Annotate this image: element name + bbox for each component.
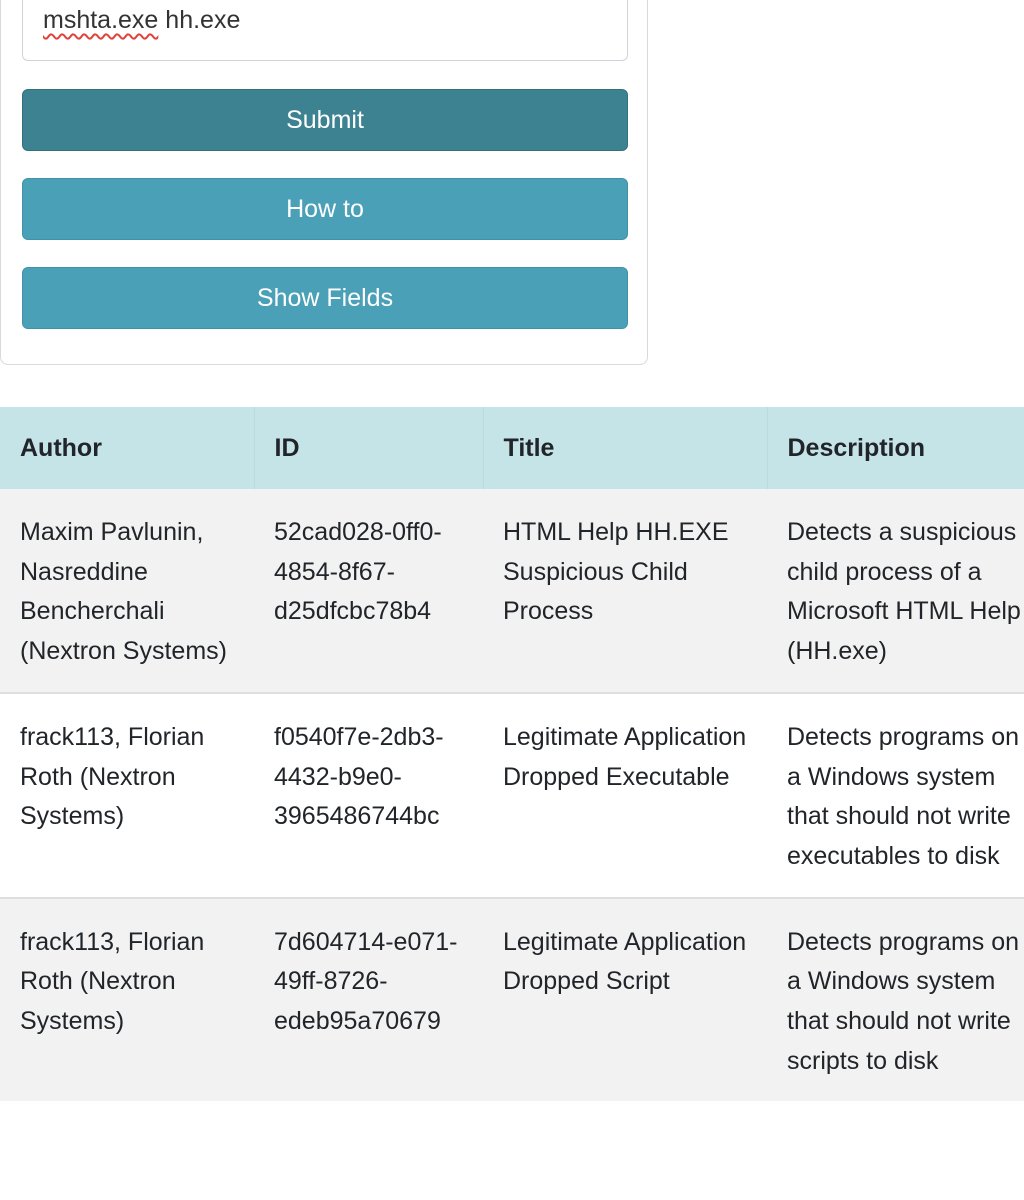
how-to-button[interactable]: How to	[22, 178, 628, 240]
results-table-container	[0, 407, 1024, 1101]
search-query-misspelled-word: mshta.exe	[43, 6, 159, 34]
table-row	[0, 693, 1024, 898]
cell-id: 52cad028-0ff0-4854-8f67-d25dfcbc78b4	[254, 489, 483, 693]
cell-id: f0540f7e-2db3-4432-b9e0-3965486744bc	[254, 693, 483, 898]
cell-description: Detects a suspicious child process of a Microsoft HTML Help (HH.exe)	[767, 489, 1024, 693]
column-header-author: Author	[0, 407, 254, 489]
cell-title: HTML Help HH.EXE Suspicious Child Process	[483, 489, 767, 693]
table-row	[0, 489, 1024, 693]
cell-title: Legitimate Application Dropped Executable	[483, 693, 767, 898]
show-fields-button[interactable]: Show Fields	[22, 267, 628, 329]
column-header-id: ID	[254, 407, 483, 489]
table-row	[0, 898, 1024, 1102]
cell-author: frack113, Florian Roth (Nextron Systems)	[0, 693, 254, 898]
submit-button[interactable]: Submit	[22, 89, 628, 151]
cell-description: Detects programs on a Windows system that should not write scripts to disk	[767, 898, 1024, 1102]
search-card	[0, 0, 648, 365]
cell-description: Detects programs on a Windows system that should not write executables to disk	[767, 693, 1024, 898]
cell-id: 7d604714-e071-49ff-8726-edeb95a70679	[254, 898, 483, 1102]
cell-title: Legitimate Application Dropped Script	[483, 898, 767, 1102]
search-query-text: hh.exe	[158, 6, 241, 34]
column-header-title: Title	[483, 407, 767, 489]
table-body	[0, 489, 1024, 1101]
table-header	[0, 407, 1024, 489]
cell-author: Maxim Pavlunin, Nasreddine Bencherchali (Nextron Systems)	[0, 489, 254, 693]
column-header-description: Description	[767, 407, 1024, 489]
results-table	[0, 407, 1024, 1101]
search-input[interactable]	[22, 0, 628, 61]
cell-author: frack113, Florian Roth (Nextron Systems)	[0, 898, 254, 1102]
table-header-row	[0, 407, 1024, 489]
